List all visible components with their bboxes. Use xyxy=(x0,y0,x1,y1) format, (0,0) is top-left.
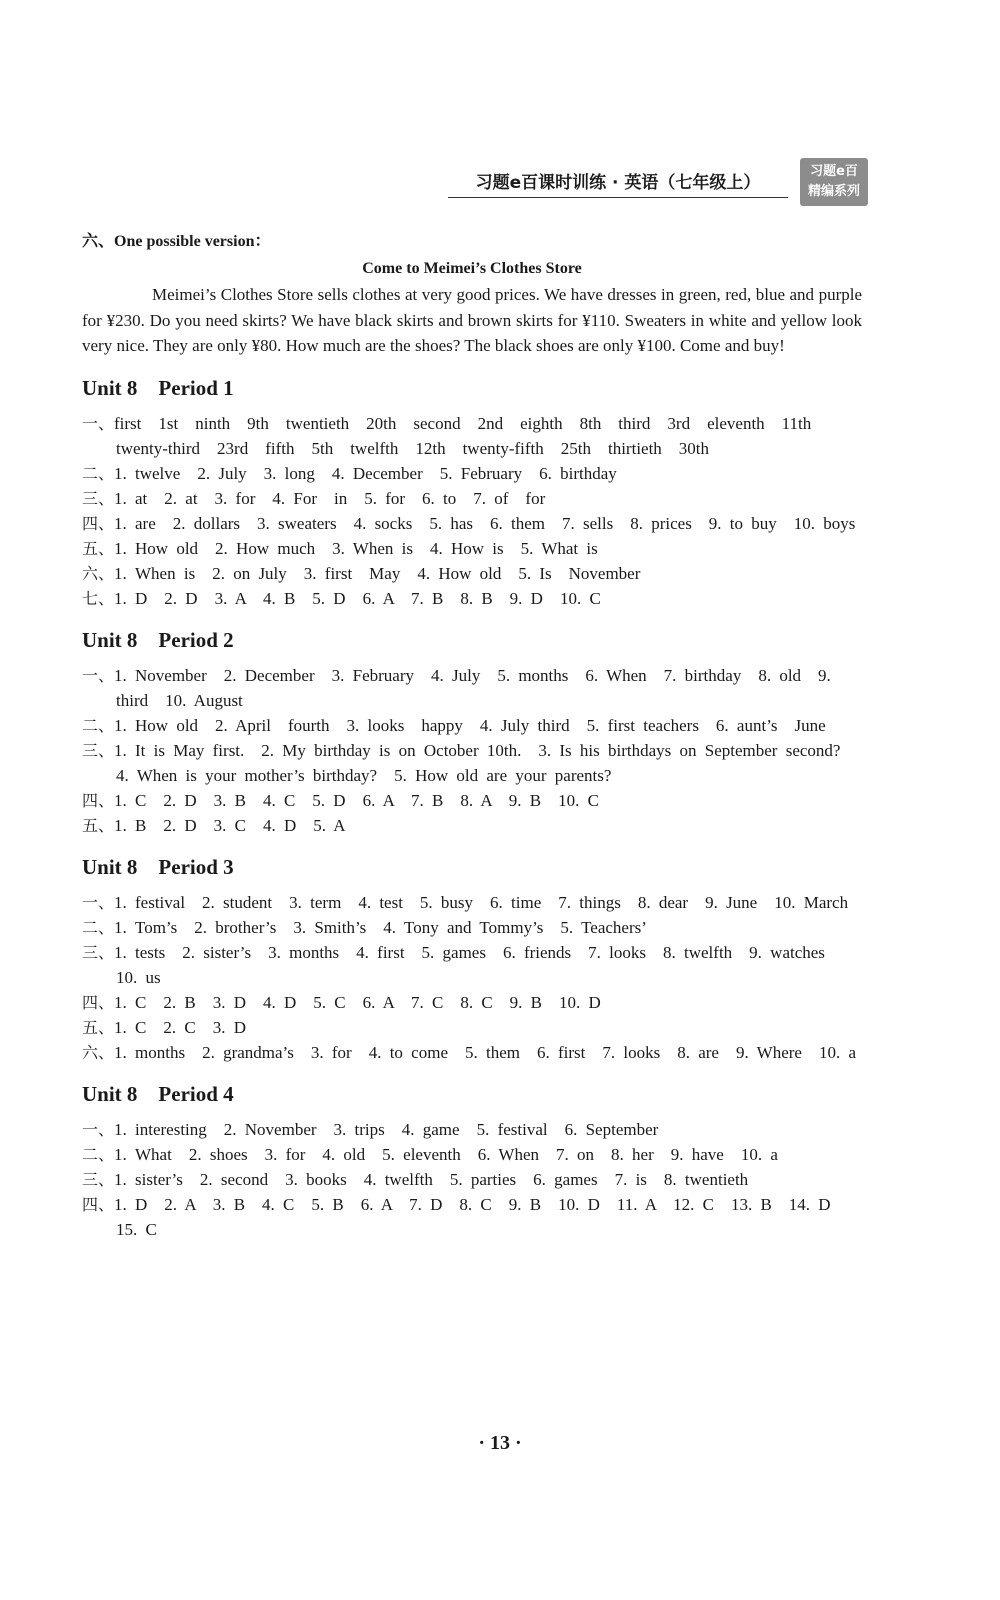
answer-text: 1. twelve 2. July 3. long 4. December 5. February 6. birthday xyxy=(114,463,617,483)
essay xyxy=(82,282,862,359)
answer-text: 1. What 2. shoes 3. for 4. old 5. eleventh 6. When 7. on 8. her 9. have 10. a xyxy=(114,1144,778,1164)
answer-line xyxy=(82,915,862,940)
answer-line xyxy=(82,890,862,915)
answer-text: 1. months 2. grandma’s 3. for 4. to come 5. them 6. first 7. looks 8. are 9. Where 10. a xyxy=(114,1042,857,1062)
question-number: 一、 xyxy=(82,413,115,433)
answer-line xyxy=(82,1142,862,1167)
answer-line xyxy=(82,940,862,990)
question-number: 六、 xyxy=(82,1042,115,1062)
essay-text: Meimei’s Clothes Store sells clothes at very good prices. We have dresses in green, red, blue and purple for ¥230. Do you need skirts? We have black skirts and brown skirts for ¥110. Sweaters in white and yellow look very nice. They are only ¥80. How much are the shoes? The black shoes are only ¥100. Come and buy! xyxy=(82,285,862,355)
question-number: 三、 xyxy=(82,942,115,962)
answer-line xyxy=(82,1040,862,1065)
badge-line-1: 习题e百 xyxy=(810,164,858,179)
answer-text: 1. B 2. D 3. C 4. D 5. A xyxy=(114,815,346,835)
answer-text: 1. tests 2. sister’s 3. months 4. first 5. games 6. friends 7. looks 8. twelfth 9. watches 10. us xyxy=(114,942,842,987)
question-number: 五、 xyxy=(82,1017,115,1037)
question-number: 四、 xyxy=(82,992,115,1012)
answer-line xyxy=(82,1167,862,1192)
answer-text: 1. D 2. A 3. B 4. C 5. B 6. A 7. D 8. C 9. B 10. D 11. A 12. C 13. B 14. D 15. C xyxy=(114,1194,848,1239)
answer-text: 1. sister’s 2. second 3. books 4. twelfth 5. parties 6. games 7. is 8. twentieth xyxy=(114,1169,749,1189)
answer-text: 1. C 2. B 3. D 4. D 5. C 6. A 7. C 8. C 9. B 10. D xyxy=(114,992,601,1012)
question-number: 一、 xyxy=(82,892,115,912)
answer-text: 1. Tom’s 2. brother’s 3. Smith’s 4. Tony and Tommy’s 5. Teachers’ xyxy=(114,917,647,937)
answer-content xyxy=(82,228,862,1242)
units-container xyxy=(82,375,862,1242)
answer-line xyxy=(82,486,862,511)
answer-text: 1. C 2. C 3. D xyxy=(114,1017,246,1037)
answer-text: first 1st ninth 9th twentieth 20th second 2nd eighth 8th third 3rd eleventh 11th twenty-third 23rd fifth 5th twelfth 12th twenty-fifth 25th thirtieth 30th xyxy=(114,413,829,458)
unit-title: Unit 8 Period 2 xyxy=(82,627,234,652)
answer-text: 1. It is May first. 2. My birthday is on October 10th. 3. Is his birthdays on September second? 4. When is your mother’s birthday? 5. How old are your parents? xyxy=(114,740,858,785)
question-number: 一、 xyxy=(82,665,115,685)
answer-line xyxy=(82,990,862,1015)
answer-line xyxy=(82,738,862,788)
answer-line xyxy=(82,586,862,611)
answer-text: 1. at 2. at 3. for 4. For in 5. for 6. to 7. of for xyxy=(114,488,546,508)
answer-text: 1. are 2. dollars 3. sweaters 4. socks 5. has 6. them 7. sells 8. prices 9. to buy 10. boys xyxy=(114,513,856,533)
answer-line xyxy=(82,536,862,561)
question-number: 五、 xyxy=(82,815,115,835)
answer-text: 1. How old 2. How much 3. When is 4. How is 5. What is xyxy=(114,538,598,558)
answer-line xyxy=(82,713,862,738)
question-number: 七、 xyxy=(82,588,115,608)
unit-title: Unit 8 Period 4 xyxy=(82,1081,234,1106)
question-number: 二、 xyxy=(82,1144,115,1164)
question-number: 三、 xyxy=(82,740,115,760)
page-number: · 13 · xyxy=(478,1432,522,1454)
answer-line xyxy=(82,461,862,486)
answer-line xyxy=(82,561,862,586)
question-number: 二、 xyxy=(82,463,115,483)
answer-text: 1. How old 2. April fourth 3. looks happy 4. July third 5. first teachers 6. aunt’s June xyxy=(114,715,826,735)
answer-line xyxy=(82,1015,862,1040)
answer-line xyxy=(82,511,862,536)
question-number: 二、 xyxy=(82,715,115,735)
question-number: 五、 xyxy=(82,538,115,558)
section-label: 六、One possible version： xyxy=(82,233,271,250)
unit-title: Unit 8 Period 3 xyxy=(82,854,234,879)
question-number: 三、 xyxy=(82,488,115,508)
question-number: 四、 xyxy=(82,1194,115,1214)
question-number: 四、 xyxy=(82,513,115,533)
answer-line xyxy=(82,1192,862,1242)
unit-title: Unit 8 Period 1 xyxy=(82,375,234,400)
answer-line xyxy=(82,411,862,461)
answer-line xyxy=(82,813,862,838)
question-number: 三、 xyxy=(82,1169,115,1189)
answer-text: 1. interesting 2. November 3. trips 4. game 5. festival 6. September xyxy=(114,1119,659,1139)
answer-line xyxy=(82,1117,862,1142)
question-number: 二、 xyxy=(82,917,115,937)
question-number: 一、 xyxy=(82,1119,115,1139)
answer-text: 1. When is 2. on July 3. first May 4. How old 5. Is November xyxy=(114,563,641,583)
answer-line xyxy=(82,788,862,813)
series-badge xyxy=(800,158,868,206)
answer-text: 1. C 2. D 3. B 4. C 5. D 6. A 7. B 8. A 9. B 10. C xyxy=(114,790,599,810)
badge-line-2: 精编系列 xyxy=(807,184,860,199)
essay-title: Come to Meimei’s Clothes Store xyxy=(362,260,582,277)
answer-text: 1. festival 2. student 3. term 4. test 5. busy 6. time 7. things 8. dear 9. June 10. March xyxy=(114,892,849,912)
answer-line xyxy=(82,663,862,713)
running-header: 习题e百课时训练 · 英语（七年级上） xyxy=(448,168,788,198)
answer-text: 1. D 2. D 3. A 4. B 5. D 6. A 7. B 8. B 9. D 10. C xyxy=(114,588,601,608)
answer-text: 1. November 2. December 3. February 4. July 5. months 6. When 7. birthday 8. old 9. third 10. August xyxy=(114,665,831,710)
question-number: 四、 xyxy=(82,790,115,810)
question-number: 六、 xyxy=(82,563,115,583)
